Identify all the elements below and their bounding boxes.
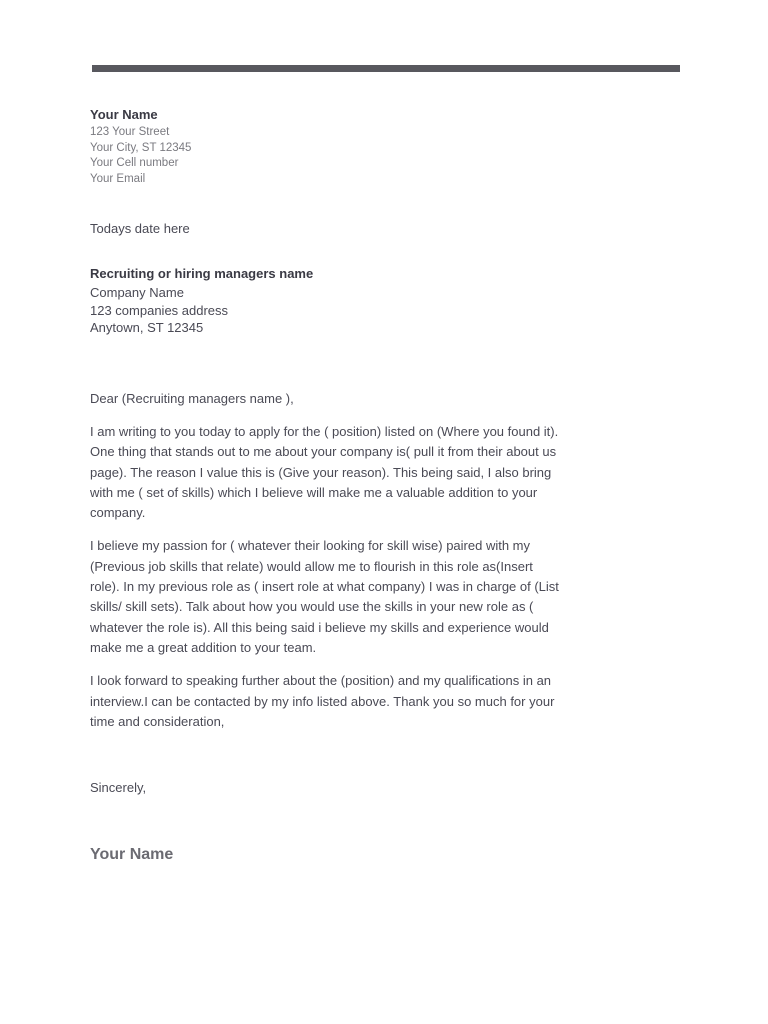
body-paragraph: I am writing to you today to apply for the ( position) listed on (Where you found it). One thing that stands out to me about your company is( pull it from their about us page). The reason I value this is (Give your reason). This being said, I also bring with me ( set of skills) which I believe will make me a valuable addition to your company.: [90, 424, 559, 521]
closing: Sincerely,: [90, 780, 147, 795]
sender-email: Your Email: [90, 172, 146, 185]
header-rule: [92, 65, 680, 72]
salutation: Dear (Recruiting managers name ),: [90, 391, 294, 406]
sender-street: 123 Your Street: [90, 126, 170, 138]
recipient-address: 123 companies address: [90, 302, 229, 318]
sender-phone: Your Cell number: [90, 157, 179, 169]
body-paragraph: I believe my passion for ( whatever their looking for skill wise) paired with my (Previous job skills that relate) would allow me to flourish in this role as(Insert role). In my previous role as ( insert role at what company) I was in charge of (List skills/ skill sets). Talk about how you would use the skills in your new role as ( whatever the role is). All this being said i believe my skills and experience would make me a great addition to your team.: [90, 538, 559, 655]
sender-address-block: [90, 106, 191, 187]
sender-city: Your City, ST 12345: [90, 141, 192, 154]
sender-name: Your Name: [90, 107, 158, 122]
recipient-city: Anytown, ST 12345: [90, 320, 204, 335]
recipient-company: Company Name: [90, 285, 184, 300]
body-paragraph: I look forward to speaking further about the (position) and my qualifications in an interview.I can be contacted by my info listed above. Thank you so much for your time and consideration,: [90, 673, 555, 729]
recipient-name: Recruiting or hiring managers name: [90, 266, 314, 281]
letter-date: Todays date here: [90, 221, 190, 236]
signature-name: Your Name: [90, 846, 174, 863]
recipient-address-block: [90, 265, 313, 337]
letter-body: [90, 422, 564, 745]
